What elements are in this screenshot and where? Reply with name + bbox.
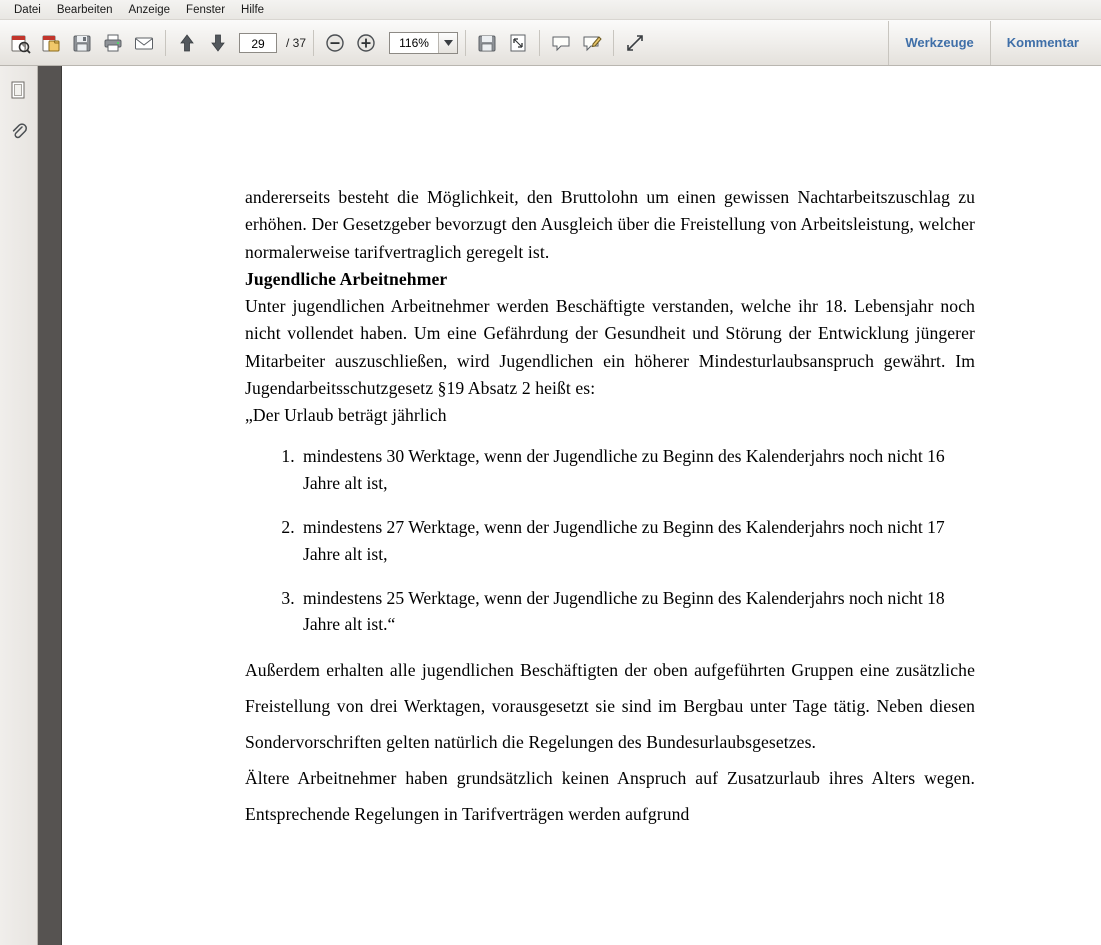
toolbar-separator-1 [165, 30, 166, 56]
menu-anzeige[interactable]: Anzeige [128, 3, 171, 16]
save-icon[interactable] [68, 29, 96, 57]
toolbar-right-panel [888, 20, 1095, 65]
zoom-toolgroup [321, 29, 458, 57]
email-icon[interactable] [130, 29, 158, 57]
chevron-down-icon[interactable] [438, 33, 457, 53]
snapshot-toolgroup [473, 29, 532, 57]
pdf-page [62, 66, 1101, 832]
ordered-list [245, 443, 975, 637]
menu-fenster[interactable]: Fenster [186, 3, 226, 16]
toolbar-separator-2 [313, 30, 314, 56]
page-number-input[interactable]: 29 [239, 33, 277, 53]
page-total-label: / 37 [286, 35, 307, 50]
next-page-icon[interactable] [204, 29, 232, 57]
paragraph-body: Unter jugendlichen Arbeitnehmer werden Beschäftigte verstanden, welche ihr 18. Lebensjahr noch nicht vollendet haben. Um eine Gefährdung der Gesundheit und Störung der Entwicklung jüngerer Mitarbeiter auszuschließen, wird Jugendlichen ein höherer Mindesturlaubsanspruch gewährt. Im Jugendarbeitsschutzgesetz §19 Absatz 2 heißt es: [245, 296, 975, 398]
toolbar-separator-4 [539, 30, 540, 56]
quote-intro: „Der Urlaub beträgt jährlich [245, 405, 447, 426]
highlight-text-icon[interactable] [578, 29, 606, 57]
print-icon[interactable] [99, 29, 127, 57]
sticky-note-icon[interactable] [547, 29, 575, 57]
zoom-level-value[interactable]: 116% [399, 35, 429, 50]
main-toolbar [0, 20, 1101, 66]
comment-button[interactable]: Kommentar [1006, 34, 1079, 50]
annotation-toolgroup [547, 29, 606, 57]
menu-datei[interactable]: Datei [14, 3, 41, 16]
side-navigation-rail [0, 66, 38, 945]
toolbar-separator-5 [613, 30, 614, 56]
previous-page-icon[interactable] [173, 29, 201, 57]
zoom-in-icon[interactable] [352, 29, 380, 57]
save-snapshot-icon[interactable] [473, 29, 501, 57]
zoom-out-icon[interactable] [321, 29, 349, 57]
list-item: 2. mindestens 27 Werktage, wenn der Jugendliche zu Beginn des Kalenderjahrs noch nicht 17 Jahre alt ist, [299, 514, 975, 567]
attachments-icon[interactable] [5, 118, 33, 148]
paragraph-intro: andererseits besteht die Möglichkeit, den Bruttolohn um einen gewissen Nachtarbeitszuschlag zu erhöhen. Der Gesetzgeber bevorzugt den Ausgleich über die Freistellung von Arbeitsleistung, welcher normalerweise tarifvertraglich geregelt ist. [245, 187, 975, 262]
section-heading: Jugendliche Arbeitnehmer [245, 268, 448, 289]
paragraph-last: Ältere Arbeitnehmer haben grundsätzlich keinen Anspruch auf Zusatzurlaub ihres Alters wegen. Entsprechende Regelungen in Tarifverträgen werden aufgrund [245, 767, 975, 824]
paragraph-after-list: Außerdem erhalten alle jugendlichen Beschäftigten der oben aufgeführten Gruppen eine zusätzliche Freistellung von drei Werktagen, vorausgesetzt sie sind im Bergbau unter Tage tätig. Neben diesen Sondervorschriften gelten natürlich die Regelungen des Bundesurlaubsgesetzes. [245, 659, 975, 752]
tools-button[interactable]: Werkzeuge [905, 34, 974, 50]
print-preview-icon[interactable] [6, 29, 34, 57]
zoom-level-combobox[interactable] [389, 32, 458, 54]
view-toolgroup [621, 29, 649, 57]
pdf-page-content [245, 66, 975, 832]
file-toolgroup [6, 29, 158, 57]
fullscreen-icon[interactable] [621, 29, 649, 57]
document-left-gutter [38, 66, 62, 945]
list-item: 3. mindestens 25 Werktage, wenn der Jugendliche zu Beginn des Kalenderjahrs noch nicht 18 Jahre alt ist.“ [299, 585, 975, 638]
page-thumbnails-icon[interactable] [5, 76, 33, 106]
fit-page-icon[interactable] [504, 29, 532, 57]
menu-bar [0, 0, 1101, 20]
reader-body [0, 66, 1101, 945]
list-item: 1. mindestens 30 Werktage, wenn der Jugendliche zu Beginn des Kalenderjahrs noch nicht 16 Jahre alt ist, [299, 443, 975, 496]
open-file-icon[interactable] [37, 29, 65, 57]
menu-bearbeiten[interactable]: Bearbeiten [56, 3, 113, 16]
toolbar-separator-3 [465, 30, 466, 56]
document-viewport[interactable] [62, 66, 1101, 945]
page-nav-toolgroup [173, 29, 306, 57]
menu-hilfe[interactable]: Hilfe [241, 3, 265, 16]
